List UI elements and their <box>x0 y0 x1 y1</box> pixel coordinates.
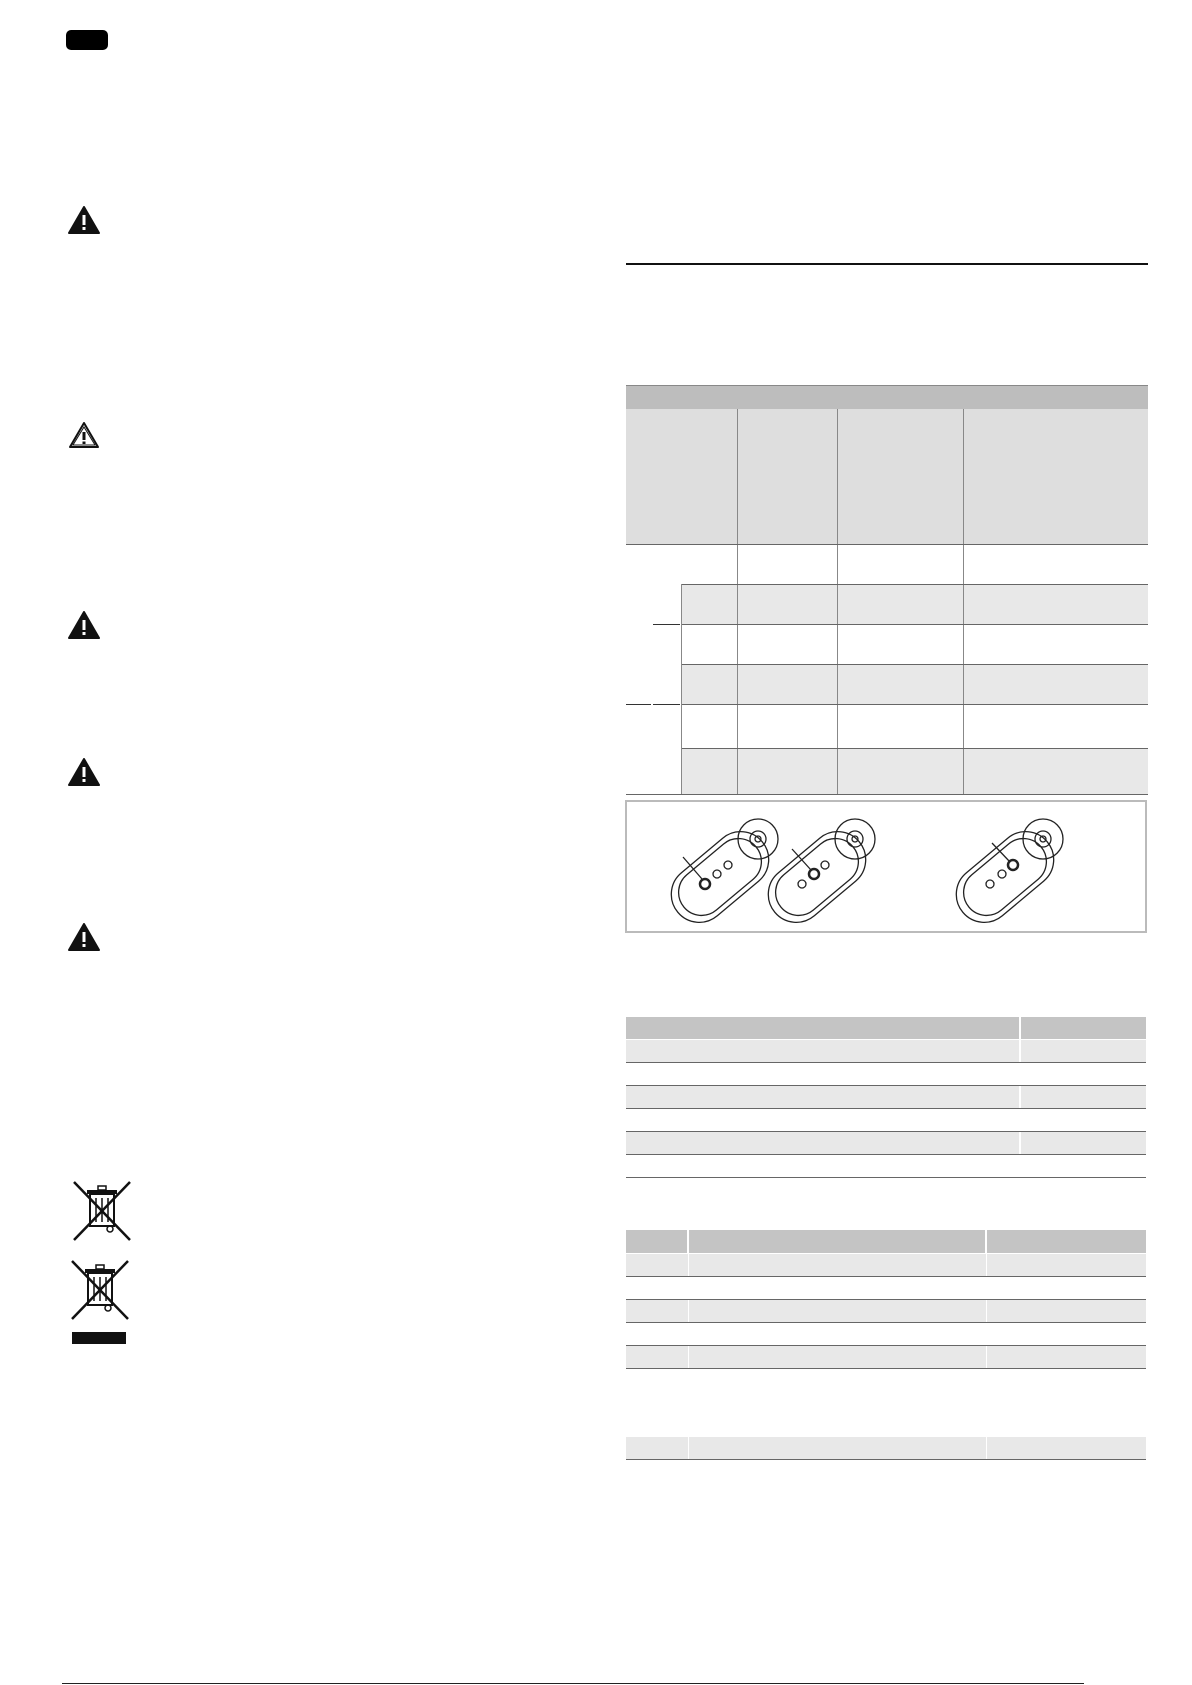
table-row-band <box>682 584 1148 624</box>
table-row <box>626 1109 1146 1132</box>
earpiece-figure <box>625 800 1147 933</box>
crossed-bin-icon <box>70 1180 134 1242</box>
section-rule <box>626 263 1148 265</box>
row-divider <box>682 624 1148 625</box>
table-row <box>626 1346 1146 1369</box>
warning-icon <box>67 205 101 235</box>
footer-rule <box>62 1683 1084 1684</box>
group-tick <box>626 704 651 705</box>
column-divider <box>986 1254 987 1276</box>
row-divider <box>682 664 1148 665</box>
row-divider <box>682 584 1148 585</box>
language-badge <box>66 30 108 50</box>
column-divider <box>986 1300 987 1322</box>
warning-icon <box>67 757 101 787</box>
table-row <box>626 1040 1146 1063</box>
row-divider <box>626 794 1148 795</box>
column-divider <box>963 409 964 794</box>
table-row <box>626 1132 1146 1155</box>
column-divider <box>1019 1017 1021 1040</box>
crossed-bin-battery-icon <box>68 1259 132 1347</box>
column-divider <box>1019 1040 1021 1062</box>
column-divider <box>1019 1086 1021 1108</box>
row-divider <box>626 544 1148 545</box>
table-row <box>626 1437 1146 1460</box>
column-divider <box>1019 1132 1021 1154</box>
earpiece-drawing <box>660 819 780 931</box>
table-header-row <box>626 1017 1146 1039</box>
group-tick <box>653 624 680 625</box>
table-header-row <box>626 1230 1146 1253</box>
column-divider <box>687 1230 689 1254</box>
warning-icon <box>67 610 101 640</box>
column-divider <box>688 1346 689 1368</box>
column-divider <box>986 1346 987 1368</box>
column-divider <box>688 1437 689 1459</box>
table-row <box>626 1063 1146 1086</box>
row-divider <box>682 748 1148 749</box>
column-divider <box>837 409 838 794</box>
column-divider <box>985 1230 987 1254</box>
row-divider <box>682 704 1148 705</box>
column-divider <box>688 1300 689 1322</box>
column-divider <box>688 1254 689 1276</box>
earpiece-illustrations <box>627 802 1145 931</box>
column-divider <box>737 409 738 794</box>
table-row <box>626 1086 1146 1109</box>
group-tick <box>653 704 680 705</box>
table-row-band <box>682 748 1148 794</box>
table-title-bar <box>626 385 1148 410</box>
table-row <box>626 1277 1146 1300</box>
table-row <box>626 1300 1146 1323</box>
warning-outline-icon <box>67 420 101 450</box>
table-header-row <box>626 409 1148 544</box>
table-row <box>626 1254 1146 1277</box>
warning-icon <box>67 922 101 952</box>
table-row-band <box>682 664 1148 704</box>
table-row <box>626 1155 1146 1178</box>
column-divider <box>986 1437 987 1459</box>
table-row <box>626 1323 1146 1346</box>
column-divider <box>681 584 682 794</box>
